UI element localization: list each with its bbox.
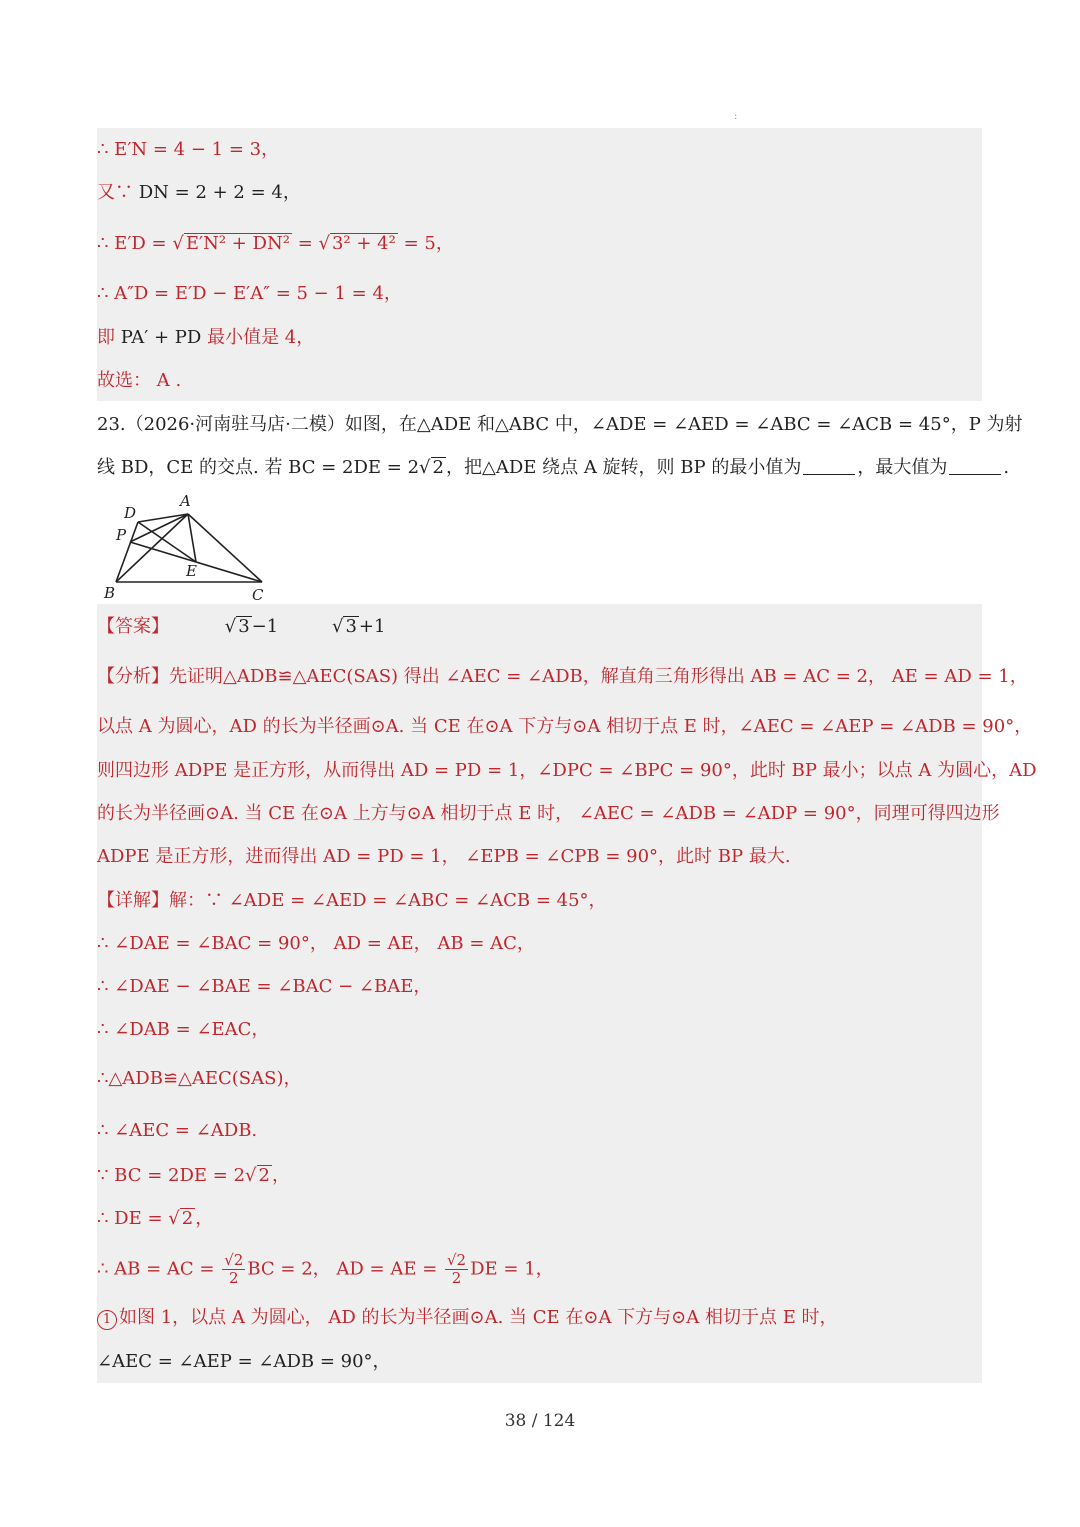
detail-line-3: ∴ ∠DAE − ∠BAE = ∠BAC − ∠BAE， [97, 976, 432, 997]
text-line-sqrt: ∴ E′D = √ E′N² + DN² = √ 3² + 4² = 5， [97, 233, 454, 254]
detail-line-10: 1 如图 1，以点 A 为圆心， AD 的长为半径画⊙A. 当 CE 在⊙A 下方与⊙A 相切于点 E 时， [97, 1306, 838, 1330]
analysis-line-1: 【分析】先证明△ADB≌△AEC(SAS) 得出 ∠AEC = ∠ADB，解直角三角形得出 AB = AC = 2， AE = AD = 1， [97, 666, 1028, 687]
analysis-line-4: 的长为半径画⊙A. 当 CE 在⊙A 上方与⊙A 相切于点 E 时， ∠AEC = ∠ADB = ∠ADP = 90°，同理可得四边形 [97, 803, 1000, 824]
circled-number: 1 [97, 1310, 117, 1330]
text-line: 故选： A . [97, 370, 182, 391]
detail-line-4: ∴ ∠DAB = ∠EAC， [97, 1019, 270, 1040]
text-line: 又∵ DN = 2 + 2 = 4， [97, 182, 301, 203]
detail-line-8: ∴ DE = √ 2 ， [97, 1208, 214, 1229]
question-line-1: 23.（2026·河南驻马店·二模）如图，在△ADE 和△ABC 中，∠ADE = ∠AED = ∠ABC = ∠ACB = 45°，P 为射 [97, 414, 1023, 435]
label-D: D [124, 504, 137, 522]
segment-AC [188, 514, 262, 582]
page-number: 38 / 124 [504, 1411, 576, 1431]
detail-line-5: ∴△ADB≌△AEC(SAS)， [97, 1068, 302, 1089]
segment-DE [138, 522, 196, 562]
text-line: 即 PA′ + PD 最小值是 4， [97, 327, 315, 348]
label-E: E [186, 562, 197, 580]
question-line-2: 线 BD，CE 的交点. 若 BC = 2DE = 2√ 2 ，把△ADE 绕点 A 旋转，则 BP 的最小值为 ，最大值为 . [97, 457, 1010, 478]
label-C: C [252, 586, 264, 604]
analysis-line-5: ADPE 是正方形，进而得出 AD = PD = 1， ∠EPB = ∠CPB = 90°，此时 BP 最大. [97, 846, 791, 867]
analysis-line-2: 以点 A 为圆心，AD 的长为半径画⊙A. 当 CE 在⊙A 下方与⊙A 相切于点 E 时，∠AEC = ∠AEP = ∠ADB = 90°， [97, 716, 1033, 737]
label-P: P [116, 526, 127, 544]
detail-line-11: ∠AEC = ∠AEP = ∠ADB = 90°， [97, 1351, 391, 1372]
answer-blank-min[interactable] [803, 458, 855, 475]
detail-line-9: ∴ AB = AC = $\frac{√2}{2}$ BC = 2， AD = AE = $\frac{√2}{2}$ DE = 1， [97, 1251, 554, 1287]
solution-block-previous [97, 128, 982, 401]
detail-line-6: ∴ ∠AEC = ∠ADB. [97, 1120, 258, 1141]
detail-line-2: ∴ ∠DAE = ∠BAC = 90°， AD = AE， AB = AC， [97, 933, 535, 954]
text-line: ∴ A″D = E′D − E′A″ = 5 − 1 = 4， [97, 283, 402, 304]
analysis-line-3: 则四边形 ADPE 是正方形，从而得出 AD = PD = 1，∠DPC = ∠BPC = 90°，此时 BP 最小；以点 A 为圆心，AD [97, 760, 1037, 781]
answer-line: 【答案】 √ 3 −1 √ 3 +1 [97, 616, 386, 637]
text-line: ∴ E′N = 4 − 1 = 3， [97, 139, 280, 160]
geometry-figure [100, 490, 280, 604]
label-B: B [104, 584, 116, 602]
label-A: A [180, 492, 191, 510]
detail-line-7: ∵ BC = 2DE = 2√ 2 ， [97, 1165, 290, 1186]
answer-blank-max[interactable] [949, 458, 1001, 475]
solution-block [97, 604, 1037, 1383]
detail-line-1: 【详解】解：∵ ∠ADE = ∠AED = ∠ABC = ∠ACB = 45°， [97, 890, 607, 911]
page-mark: : [734, 111, 738, 122]
